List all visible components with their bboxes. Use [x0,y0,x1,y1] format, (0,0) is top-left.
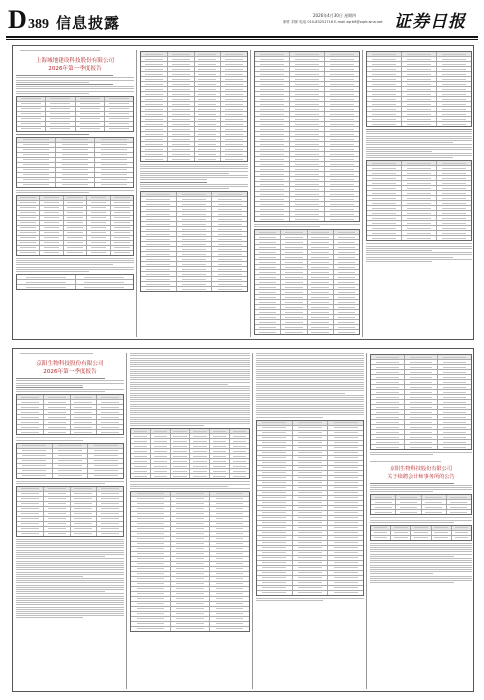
auditor-info-table [370,494,472,515]
key-data-table [16,394,124,435]
bottom-company-name: 京阳生物科技股份有限公司 [36,361,104,367]
non-recurring-table-2 [16,443,124,479]
top-column-3 [254,49,360,338]
stock-code-line [20,50,134,51]
top-column-1 [16,49,134,338]
notice-code-line [370,461,441,462]
top-company-name: 上海城地建设科技股份有限公司 [35,58,115,64]
top-column-4 [366,49,472,338]
top-column-2 [140,49,248,338]
top-col1-body [16,74,134,292]
non-recurring-table [16,137,134,188]
bottom-report-title: 2026年第一季度报告 [43,369,97,375]
cash-flow-table [254,51,360,222]
balance-sheet-table [140,51,248,162]
equity-change-table [254,229,360,335]
masthead-rule [6,36,478,38]
cash-flow-table-2 [370,354,472,450]
page-number: 389 [28,17,49,32]
contact-line: 制作 刘萍 电话 010-83251716 E-mail zqrb9@zqrb.sina.net [283,20,383,24]
bottom-column-2 [130,352,250,690]
masthead [8,6,478,36]
audit-fee-table [370,525,472,541]
top-report-panel [12,45,474,340]
top-report-title: 2026年第一季度报告 [48,66,102,72]
income-statement-table [140,191,248,292]
parent-income-table [366,160,472,241]
date-line: 2026年4月30日 星期四 [313,13,357,18]
stock-code-line-2 [20,353,124,354]
balance-sheet-table-2 [130,491,250,632]
bottom-column-4 [370,352,472,690]
notice-title: 关于续聘会计师事务所的公告 [387,473,455,480]
bottom-col1-body [16,377,124,620]
newspaper-logo: 证券日报 [394,12,466,32]
notice-company-name: 京阳生物科技股份有限公司 [389,465,453,472]
section-title: 信息披露 [56,14,121,32]
income-statement-table-2 [256,420,364,596]
parent-balance-table [366,51,472,127]
shareholders-table-2 [16,486,124,537]
bottom-column-3 [256,352,364,690]
restricted-stock-table [130,428,250,479]
shareholders-table [16,195,134,256]
signature-table [16,274,134,290]
bottom-report-panel [12,348,474,692]
bottom-column-1 [16,352,124,690]
financial-table [16,96,134,132]
page-letter: D [8,5,27,34]
masthead-thin-rule [6,39,478,40]
